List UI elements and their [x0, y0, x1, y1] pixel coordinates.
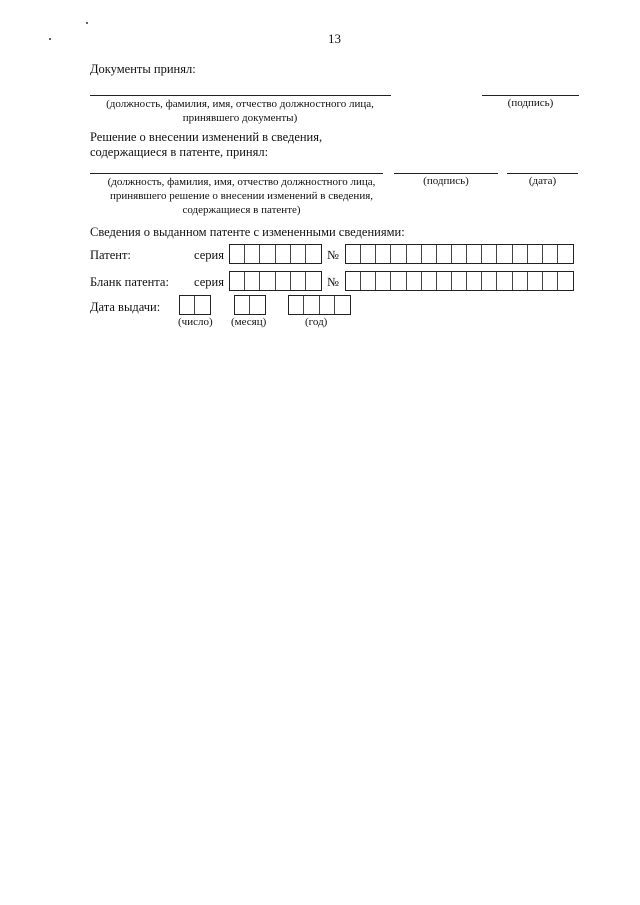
digit-box[interactable] — [391, 245, 406, 263]
digit-box[interactable] — [304, 296, 319, 314]
digit-box[interactable] — [452, 245, 467, 263]
digit-box[interactable] — [407, 245, 422, 263]
digit-box[interactable] — [361, 272, 376, 290]
digit-box[interactable] — [320, 296, 335, 314]
digit-box[interactable] — [528, 272, 543, 290]
patent-series-boxes[interactable] — [229, 244, 322, 264]
year-caption: (год) — [305, 316, 328, 328]
digit-box[interactable] — [376, 272, 391, 290]
blank-series-label: серия — [194, 275, 224, 289]
decision-official-line — [90, 173, 383, 174]
digit-box[interactable] — [482, 245, 497, 263]
blank-number-boxes[interactable] — [345, 271, 574, 291]
digit-box[interactable] — [245, 245, 260, 263]
received-official-caption: (должность, фамилия, имя, отчество должностного лица, принявшего документы) — [106, 98, 374, 124]
digit-box[interactable] — [376, 245, 391, 263]
patent-number-boxes[interactable] — [345, 244, 574, 264]
digit-box[interactable] — [513, 272, 528, 290]
year-boxes[interactable] — [288, 295, 351, 315]
scan-speck — [49, 38, 51, 40]
digit-box[interactable] — [513, 245, 528, 263]
digit-box[interactable] — [230, 272, 245, 290]
digit-box[interactable] — [543, 245, 558, 263]
patent-label: Патент: — [90, 248, 131, 262]
digit-box[interactable] — [467, 272, 482, 290]
digit-box[interactable] — [195, 296, 210, 314]
digit-box[interactable] — [260, 245, 275, 263]
digit-box[interactable] — [291, 245, 306, 263]
decision-date-caption: (дата) — [528, 175, 557, 187]
patent-number-sign: № — [327, 248, 339, 262]
decision-heading-line1: Решение о внесении изменений в сведения, — [90, 130, 323, 144]
digit-box[interactable] — [467, 245, 482, 263]
month-caption: (месяц) — [231, 316, 267, 328]
scan-speck — [86, 22, 88, 24]
digit-box[interactable] — [291, 272, 306, 290]
digit-box[interactable] — [335, 296, 350, 314]
digit-box[interactable] — [250, 296, 265, 314]
decision-heading-line2: содержащиеся в патенте, принял: — [90, 145, 269, 159]
month-boxes[interactable] — [234, 295, 266, 315]
digit-box[interactable] — [230, 245, 245, 263]
digit-box[interactable] — [528, 245, 543, 263]
blank-series-boxes[interactable] — [229, 271, 322, 291]
received-signature-caption: (подпись) — [507, 97, 554, 109]
digit-box[interactable] — [260, 272, 275, 290]
digit-box[interactable] — [306, 272, 321, 290]
digit-box[interactable] — [180, 296, 195, 314]
decision-signature-caption: (подпись) — [423, 175, 469, 187]
digit-box[interactable] — [407, 272, 422, 290]
blank-label: Бланк патента: — [90, 275, 169, 289]
page-number: 13 — [328, 31, 341, 46]
issue-date-label: Дата выдачи: — [90, 300, 161, 314]
digit-box[interactable] — [482, 272, 497, 290]
digit-box[interactable] — [422, 272, 437, 290]
patent-series-label: серия — [194, 248, 224, 262]
digit-box[interactable] — [422, 245, 437, 263]
blank-number-sign: № — [327, 275, 339, 289]
digit-box[interactable] — [276, 245, 291, 263]
issued-heading: Сведения о выданном патенте с измененными сведениями: — [90, 225, 405, 239]
decision-official-caption: (должность, фамилия, имя, отчество должностного лица, принявшего решение о внесении изменений в сведения, содержащиеся в патенте) — [107, 176, 376, 216]
digit-box[interactable] — [558, 245, 573, 263]
digit-box[interactable] — [306, 245, 321, 263]
digit-box[interactable] — [497, 245, 512, 263]
day-boxes[interactable] — [179, 295, 211, 315]
digit-box[interactable] — [497, 272, 512, 290]
decision-date-line — [507, 173, 578, 174]
received-official-line — [90, 95, 391, 96]
day-caption: (число) — [178, 316, 213, 328]
digit-box[interactable] — [289, 296, 304, 314]
digit-box[interactable] — [346, 245, 361, 263]
digit-box[interactable] — [276, 272, 291, 290]
received-heading: Документы принял: — [90, 62, 196, 76]
digit-box[interactable] — [558, 272, 573, 290]
digit-box[interactable] — [543, 272, 558, 290]
digit-box[interactable] — [235, 296, 250, 314]
digit-box[interactable] — [437, 245, 452, 263]
digit-box[interactable] — [391, 272, 406, 290]
received-signature-line — [482, 95, 579, 96]
digit-box[interactable] — [437, 272, 452, 290]
digit-box[interactable] — [452, 272, 467, 290]
digit-box[interactable] — [245, 272, 260, 290]
digit-box[interactable] — [361, 245, 376, 263]
decision-signature-line — [394, 173, 498, 174]
digit-box[interactable] — [346, 272, 361, 290]
